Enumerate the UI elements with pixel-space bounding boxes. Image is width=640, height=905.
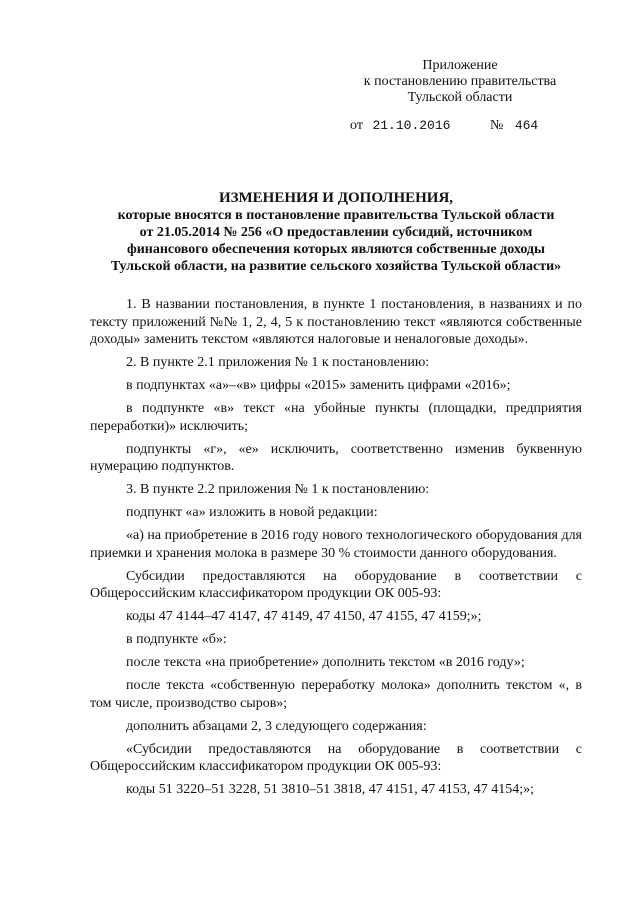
document-title [80,190,592,275]
appendix-block [360,58,560,106]
body-paragraph: 2. В пункте 2.1 приложения № 1 к постановлению: [126,355,430,370]
body-paragraph: в подпункте «в» текст «на убойные пункты (площадки, предприятия переработки)» исключить; [90,401,582,434]
body-paragraph: подпункт «а» изложить в новой редакции: [126,505,378,520]
body-paragraph: «а) на приобретение в 2016 году нового технологического оборудования для приемки и хранения молока в размере 30 % стоимости данного оборудования. [90,528,582,561]
document-number: 464 [514,118,539,133]
document-body [90,296,582,804]
body-paragraph: после текста «на приобретение» дополнить текстом «в 2016 году»; [126,655,525,670]
body-paragraph: 1. В названии постановления, в пункте 1 постановления, в названиях и по тексту приложений №№ 1, 2, 4, 5 к постановлению текст «являются собственные доходы» заменить текстом «являются налоговые и неналоговые доходы». [90,297,582,347]
body-paragraph: после текста «собственную переработку молока» дополнить текстом «, в том числе, производство сыров»; [90,678,582,711]
document-reference [350,118,538,134]
number-label: № [489,118,504,133]
title-line: от 21.05.2014 № 256 «О предоставлении субсидий, источником [139,225,533,240]
title-line: финансового обеспечения которых являются собственные доходы [127,242,545,257]
document-date: 21.10.2016 [372,118,451,133]
appendix-line: Приложение [422,58,498,73]
appendix-line: Тульской области [407,90,513,105]
date-label: от [350,118,363,133]
body-paragraph: Субсидии предоставляются на оборудование в соответствии с Общероссийским классификатором продукции ОК 005-93: [90,568,582,601]
body-paragraph: коды 47 4144–47 4147, 47 4149, 47 4150, 47 4155, 47 4159;»; [126,609,482,624]
appendix-line: к постановлению правительства [363,74,557,89]
body-paragraph: в подпункте «б»: [126,632,227,647]
title-line: Тульской области, на развитие сельского хозяйства Тульской области» [110,259,562,274]
title-main: ИЗМЕНЕНИЯ И ДОПОЛНЕНИЯ, [218,190,454,206]
body-paragraph: дополнить абзацами 2, 3 следующего содержания: [126,718,427,734]
body-paragraph: коды 51 3220–51 3228, 51 3810–51 3818, 47 4151, 47 4153, 47 4154;»; [126,782,534,797]
body-paragraph: 3. В пункте 2.2 приложения № 1 к постановлению: [126,482,430,497]
title-line: которые вносятся в постановление правительства Тульской области [117,208,555,223]
body-paragraph: подпункты «г», «е» исключить, соответственно изменив буквенную нумерацию подпунктов. [90,441,582,474]
body-paragraph: «Субсидии предоставляются на оборудование в соответствии с Общероссийским классификатором продукции ОК 005-93: [90,741,582,774]
body-paragraph: в подпунктах «а»–«в» цифры «2015» заменить цифрами «2016»; [126,378,511,393]
